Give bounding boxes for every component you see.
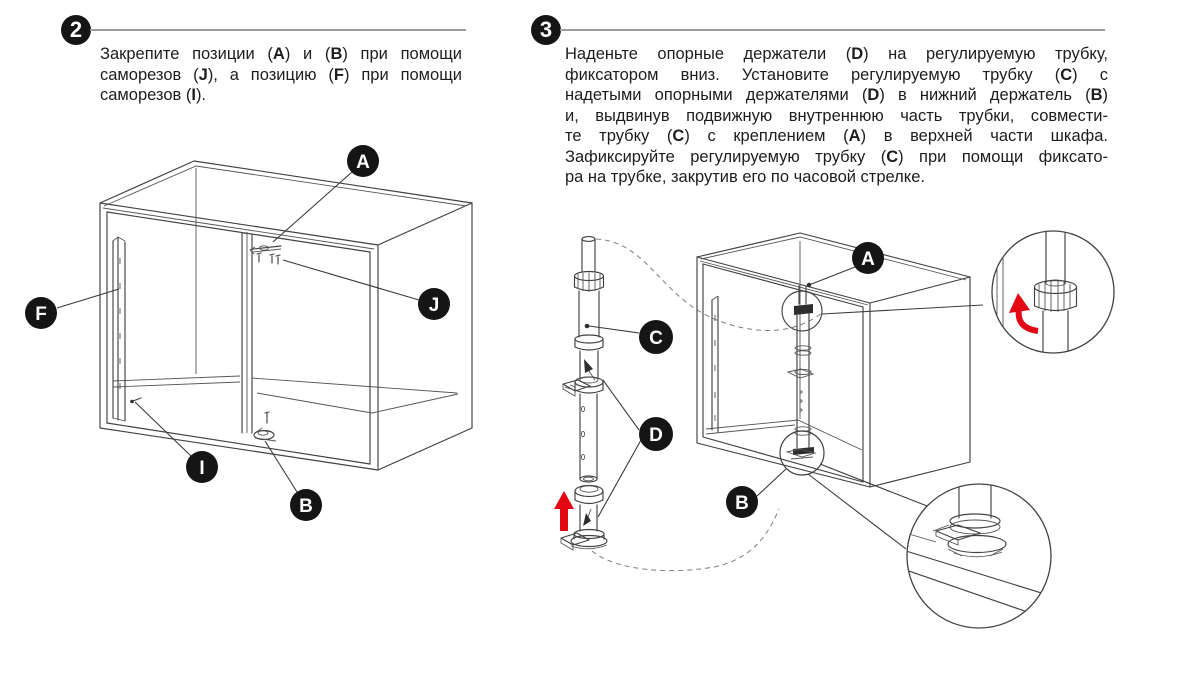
instruction-line: Закрепите позиции (A) и (B) при помощи	[100, 45, 463, 63]
callout-f	[25, 297, 57, 329]
svg-text:J: J	[428, 295, 440, 316]
instruction-line: саморезов (J), а позицию (F) при помощи	[100, 65, 462, 84]
zoom-connector-bottom-2	[808, 474, 906, 549]
callout-b	[290, 489, 322, 521]
cabinet-drawing	[697, 233, 970, 487]
svg-text:B: B	[735, 493, 749, 514]
panel-3-diagram	[528, 215, 1200, 640]
red-rotate-arrow-icon	[1009, 293, 1038, 331]
step-2-number: 2	[69, 17, 83, 42]
instruction-line: надетыми опорными держателями (D) в нижний держатель (B)	[565, 86, 1109, 104]
instruction-line: ра на трубке, закрутив его по часовой стрелке.	[565, 168, 925, 186]
instruction-line: и, выдвинув подвижную внутреннюю часть трубки, совмести-	[565, 106, 1108, 125]
leader-a	[273, 172, 352, 242]
guide-curve-top	[596, 239, 822, 331]
step-3-badge	[531, 15, 561, 45]
instruction-line: Зафиксируйте регулируемую трубку (C) при помощи фиксато-	[565, 147, 1108, 166]
cabinet-drawing	[100, 161, 472, 470]
zoom-connector-top	[822, 305, 983, 314]
instruction-line: фиксатором вниз. Установите регулируемую трубку (C) с	[565, 65, 1108, 84]
detail-circle-foot	[906, 484, 1051, 628]
leader-j	[283, 260, 419, 300]
instruction-line: те трубку (C) с креплением (A) в верхней части шкафа.	[565, 127, 1108, 145]
guide-curve-bottom	[592, 509, 779, 571]
step-3-number: 3	[539, 17, 553, 42]
callout-b	[726, 486, 758, 518]
callout-j	[418, 288, 450, 320]
panel-2-rule	[90, 29, 466, 31]
svg-text:C: C	[649, 328, 663, 349]
detail-circle-fixator	[992, 231, 1114, 353]
svg-text:B: B	[299, 496, 313, 517]
rail	[712, 296, 718, 432]
screws-j	[257, 253, 280, 264]
svg-text:A: A	[356, 152, 370, 173]
panel-2-instruction	[100, 44, 462, 106]
zoom-connector-bottom-1	[820, 464, 927, 506]
instruction-line: Наденьте опорные держатели (D) на регулируемую трубку,	[565, 45, 1108, 63]
bracket-b-hardware	[254, 412, 276, 441]
leader-b	[757, 469, 786, 496]
instruction-line: саморезов (I).	[100, 86, 207, 104]
support-holder-upper	[563, 377, 603, 396]
callout-d	[639, 417, 673, 451]
panel-2-diagram	[0, 140, 520, 540]
callout-a	[852, 242, 884, 274]
rail-f	[113, 237, 125, 421]
bracket-a-hardware	[250, 246, 281, 254]
callout-i	[186, 451, 218, 483]
leader-f	[57, 289, 119, 308]
callout-c	[639, 320, 673, 354]
red-up-arrow-icon	[554, 491, 574, 531]
svg-text:F: F	[35, 304, 47, 325]
svg-text:A: A	[861, 249, 875, 270]
svg-text:I: I	[199, 458, 205, 479]
step-2-badge	[61, 15, 91, 45]
leader-c	[585, 324, 639, 333]
svg-text:D: D	[649, 425, 663, 446]
panel-3-instruction	[565, 44, 1108, 188]
panel-3-rule	[560, 29, 1105, 31]
callout-a	[347, 145, 379, 177]
direction-arrow-down-icon	[583, 509, 591, 526]
leader-b	[265, 441, 297, 492]
leader-d	[598, 380, 641, 517]
leader-a	[807, 267, 855, 287]
